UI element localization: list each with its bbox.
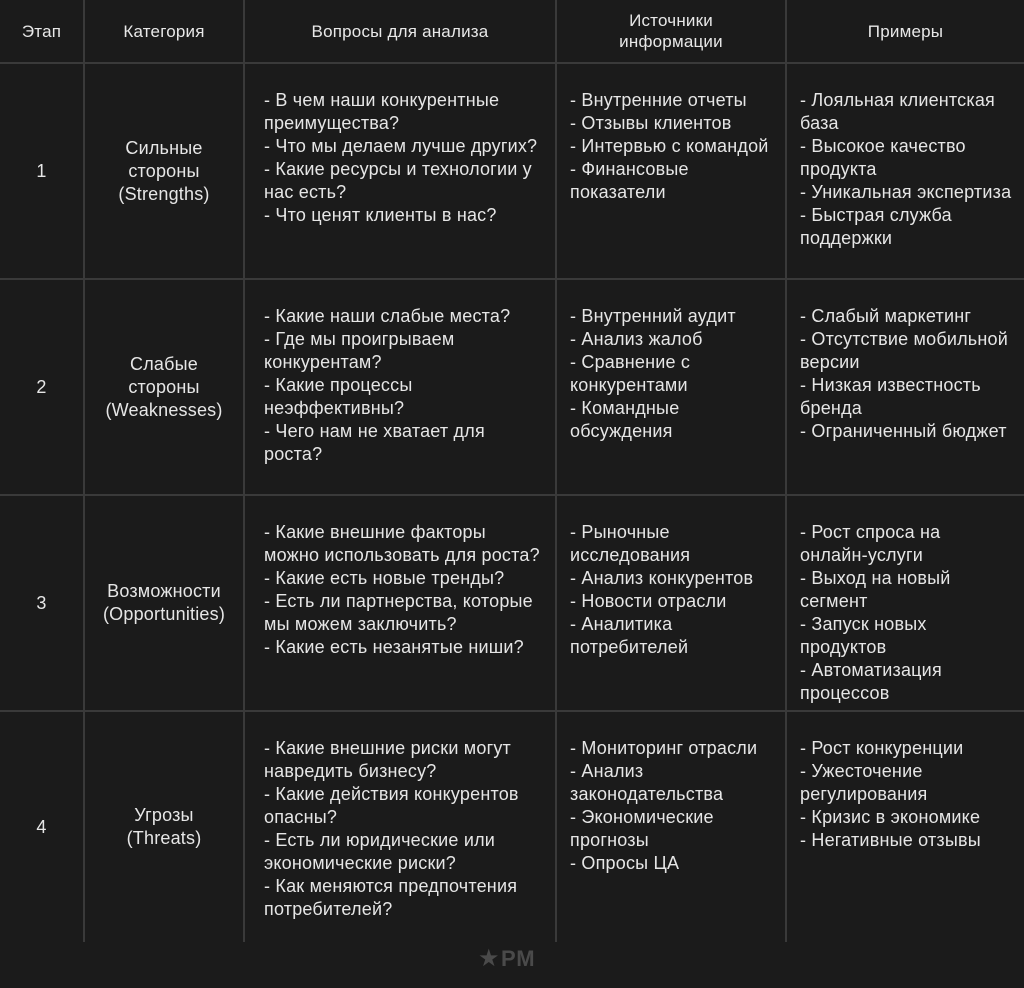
list-item: - Какие наши слабые места? bbox=[264, 306, 511, 326]
list-item: - Выход на новый сегмент bbox=[800, 568, 951, 611]
stage-number: 4 bbox=[0, 712, 85, 942]
list-item: - Какие внешние риски могут навредить бизнесу? bbox=[264, 738, 511, 781]
list-item: - Негативные отзывы bbox=[800, 830, 981, 850]
list-item: - Какие действия конкурентов опасны? bbox=[264, 784, 519, 827]
list-item: - Слабый маркетинг bbox=[800, 306, 972, 326]
examples-list bbox=[787, 712, 1024, 942]
list-item: - Где мы проигрываем конкурентам? bbox=[264, 329, 455, 372]
list-item: - Рост конкуренции bbox=[800, 738, 964, 758]
list-item: - Финансовые показатели bbox=[570, 159, 689, 202]
list-item: - Быстрая служба поддержки bbox=[800, 205, 952, 248]
header-questions: Вопросы для анализа bbox=[245, 0, 557, 64]
list-item: - Анализ конкурентов bbox=[570, 568, 754, 588]
list-item: - Есть ли юридические или экономические риски? bbox=[264, 830, 496, 873]
list-item: - Какие процессы неэффективны? bbox=[264, 375, 413, 418]
list-item: - Чего нам не хватает для роста? bbox=[264, 421, 485, 464]
list-item: - Какие есть незанятые ниши? bbox=[264, 637, 524, 657]
category-label: Возможности (Opportunities) bbox=[85, 496, 245, 712]
list-item: - Рост спроса на онлайн-услуги bbox=[800, 522, 941, 565]
questions-list bbox=[245, 64, 557, 280]
list-item: - Опросы ЦА bbox=[570, 853, 680, 873]
list-item: - Сравнение с конкурентами bbox=[570, 352, 691, 395]
list-item: - Высокое качество продукта bbox=[800, 136, 966, 179]
pm-logo: ★PM bbox=[478, 945, 536, 972]
questions-list bbox=[245, 712, 557, 942]
list-item: - Ужесточение регулирования bbox=[800, 761, 928, 804]
sources-list bbox=[557, 496, 787, 712]
list-item: - Какие есть новые тренды? bbox=[264, 568, 505, 588]
questions-list bbox=[245, 280, 557, 496]
examples-list bbox=[787, 64, 1024, 280]
list-item: - Новости отрасли bbox=[570, 591, 727, 611]
list-item: - Анализ законодательства bbox=[570, 761, 724, 804]
list-item: - Что мы делаем лучше других? bbox=[264, 136, 538, 156]
list-item: - Что ценят клиенты в нас? bbox=[264, 205, 497, 225]
list-item: - Кризис в экономике bbox=[800, 807, 981, 827]
examples-list bbox=[787, 280, 1024, 496]
list-item: - Внутренний аудит bbox=[570, 306, 736, 326]
list-item: - Низкая известность бренда bbox=[800, 375, 981, 418]
list-item: - Уникальная экспертиза bbox=[800, 182, 1012, 202]
list-item: - Какие ресурсы и технологии у нас есть? bbox=[264, 159, 532, 202]
list-item: - В чем наши конкурентные преимущества? bbox=[264, 90, 500, 133]
list-item: - Запуск новых продуктов bbox=[800, 614, 927, 657]
stage-number: 3 bbox=[0, 496, 85, 712]
header-sources: Источники информации bbox=[557, 0, 787, 64]
list-item: - Рыночные исследования bbox=[570, 522, 691, 565]
list-item: - Мониторинг отрасли bbox=[570, 738, 758, 758]
examples-list bbox=[787, 496, 1024, 712]
sources-list bbox=[557, 280, 787, 496]
category-label: Слабые стороны (Weaknesses) bbox=[85, 280, 245, 496]
stage-number: 1 bbox=[0, 64, 85, 280]
sources-list bbox=[557, 64, 787, 280]
list-item: - Какие внешние факторы можно использовать для роста? bbox=[264, 522, 540, 565]
list-item: - Ограниченный бюджет bbox=[800, 421, 1007, 441]
list-item: - Командные обсуждения bbox=[570, 398, 680, 441]
category-label: Сильные стороны (Strengths) bbox=[85, 64, 245, 280]
list-item: - Внутренние отчеты bbox=[570, 90, 747, 110]
header-category: Категория bbox=[85, 0, 245, 64]
header-stage: Этап bbox=[0, 0, 85, 64]
list-item: - Отзывы клиентов bbox=[570, 113, 732, 133]
list-item: - Лояльная клиентская база bbox=[800, 90, 996, 133]
list-item: - Отсутствие мобильной версии bbox=[800, 329, 1008, 372]
list-item: - Анализ жалоб bbox=[570, 329, 703, 349]
list-item: - Автоматизация процессов bbox=[800, 660, 942, 703]
stage-number: 2 bbox=[0, 280, 85, 496]
list-item: - Как меняются предпочтения потребителей? bbox=[264, 876, 518, 919]
questions-list bbox=[245, 496, 557, 712]
category-label: Угрозы (Threats) bbox=[85, 712, 245, 942]
star-icon: ★ bbox=[478, 945, 501, 972]
header-examples: Примеры bbox=[787, 0, 1024, 64]
list-item: - Аналитика потребителей bbox=[570, 614, 689, 657]
list-item: - Интервью с командой bbox=[570, 136, 769, 156]
sources-list bbox=[557, 712, 787, 942]
list-item: - Экономические прогнозы bbox=[570, 807, 714, 850]
list-item: - Есть ли партнерства, которые мы можем заключить? bbox=[264, 591, 533, 634]
